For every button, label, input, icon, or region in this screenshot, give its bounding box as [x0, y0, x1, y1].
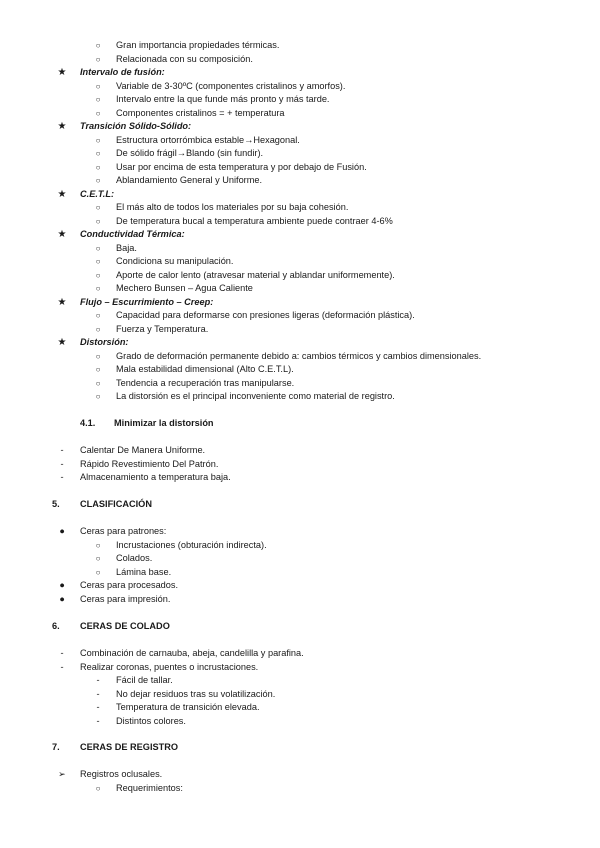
circle-bullet-icon: ○: [95, 163, 101, 172]
list-item-text: Gran importancia propiedades térmicas.: [116, 40, 280, 50]
star-bullet-icon: ★: [57, 189, 67, 200]
property-heading: Flujo – Escurrimiento – Creep:: [80, 297, 214, 307]
circle-bullet-icon: ○: [95, 379, 101, 388]
circle-bullet-icon: ○: [95, 41, 101, 50]
section-heading: CLASIFICACIÓN: [80, 499, 152, 509]
circle-bullet-icon: ○: [95, 203, 101, 212]
list-item-text: Incrustaciones (obturación indirecta).: [116, 540, 267, 550]
list-item-text: De temperatura bucal a temperatura ambiente puede contraer 4-6%: [116, 216, 393, 226]
dash-bullet-icon: -: [96, 675, 100, 685]
circle-bullet-icon: ○: [95, 257, 101, 266]
circle-bullet-icon: ○: [95, 392, 101, 401]
list-item-text: Grado de deformación permanente debido a: cambios térmicos y cambios dimensionales.: [116, 351, 482, 361]
circle-bullet-icon: ○: [95, 82, 101, 91]
arrow-bullet-icon: ➢: [58, 769, 66, 779]
circle-bullet-icon: ○: [95, 284, 101, 293]
list-item-text: Fuerza y Temperatura.: [116, 324, 209, 334]
circle-bullet-icon: ○: [95, 325, 101, 334]
circle-bullet-icon: ○: [95, 217, 101, 226]
property-heading: Intervalo de fusión:: [80, 67, 165, 77]
list-item-text: Combinación de carnauba, abeja, candelilla y parafina.: [80, 648, 304, 658]
circle-bullet-icon: ○: [95, 244, 101, 253]
list-item-text: Ceras para procesados.: [80, 580, 179, 590]
circle-bullet-icon: ○: [95, 554, 101, 563]
section-number: 4.1.: [80, 418, 96, 428]
dash-bullet-icon: -: [96, 689, 100, 699]
circle-bullet-icon: ○: [95, 176, 101, 185]
circle-bullet-icon: ○: [95, 311, 101, 320]
circle-bullet-icon: ○: [95, 271, 101, 280]
circle-bullet-icon: ○: [95, 109, 101, 118]
section-number: 7.: [52, 742, 60, 752]
list-item-text: Ceras para patrones:: [80, 526, 167, 536]
list-item-text: Distintos colores.: [116, 716, 186, 726]
list-item-text: Tendencia a recuperación tras manipularse.: [116, 378, 295, 388]
list-item-text: Calentar De Manera Uniforme.: [80, 445, 206, 455]
dash-bullet-icon: -: [60, 459, 64, 469]
circle-bullet-icon: ○: [95, 55, 101, 64]
section-number: 6.: [52, 621, 60, 631]
dash-bullet-icon: -: [60, 648, 64, 658]
property-heading: Conductividad Térmica:: [80, 229, 185, 239]
list-item-text: Baja.: [116, 243, 137, 253]
dot-bullet-icon: ●: [59, 594, 65, 604]
circle-bullet-icon: ○: [95, 365, 101, 374]
list-item-text: Colados.: [116, 553, 153, 563]
list-item-text: Lámina base.: [116, 567, 172, 577]
list-item-text: De sólido frágil→Blando (sin fundir).: [116, 148, 264, 158]
star-bullet-icon: ★: [57, 67, 67, 78]
circle-bullet-icon: ○: [95, 568, 101, 577]
list-item-text: Componentes cristalinos = + temperatura: [116, 108, 285, 118]
list-item-text: Intervalo entre la que funde más pronto y más tarde.: [116, 94, 330, 104]
list-item-text: Temperatura de transición elevada.: [116, 702, 260, 712]
list-item-text: No dejar residuos tras su volatilización.: [116, 689, 276, 699]
dot-bullet-icon: ●: [59, 580, 65, 590]
circle-bullet-icon: ○: [95, 352, 101, 361]
dash-bullet-icon: -: [60, 445, 64, 455]
list-item-text: Fácil de tallar.: [116, 675, 173, 685]
list-item-text: Ablandamiento General y Uniforme.: [116, 175, 263, 185]
dash-bullet-icon: -: [96, 716, 100, 726]
circle-bullet-icon: ○: [95, 541, 101, 550]
list-item-text: Aporte de calor lento (atravesar material y ablandar uniformemente).: [116, 270, 395, 280]
list-item-text: El más alto de todos los materiales por su baja cohesión.: [116, 202, 349, 212]
list-item-text: Estructura ortorrómbica estable→Hexagonal.: [116, 135, 300, 145]
list-item-text: Mala estabilidad dimensional (Alto C.E.T.L).: [116, 364, 294, 374]
list-item-text: Capacidad para deformarse con presiones ligeras (deformación plástica).: [116, 310, 415, 320]
list-item-text: Almacenamiento a temperatura baja.: [80, 472, 231, 482]
circle-bullet-icon: ○: [95, 95, 101, 104]
list-item-text: Mechero Bunsen – Agua Caliente: [116, 283, 253, 293]
list-item-text: Requerimientos:: [116, 783, 183, 793]
list-item-text: Registros oclusales.: [80, 769, 163, 779]
dot-bullet-icon: ●: [59, 526, 65, 536]
dash-bullet-icon: -: [60, 472, 64, 482]
list-item-text: Condiciona su manipulación.: [116, 256, 234, 266]
list-item-text: La distorsión es el principal inconveniente como material de registro.: [116, 391, 395, 401]
star-bullet-icon: ★: [57, 229, 67, 240]
property-heading: Distorsión:: [80, 337, 129, 347]
star-bullet-icon: ★: [57, 121, 67, 132]
dash-bullet-icon: -: [60, 662, 64, 672]
circle-bullet-icon: ○: [95, 136, 101, 145]
list-item-text: Realizar coronas, puentes o incrustaciones.: [80, 662, 259, 672]
list-item-text: Usar por encima de esta temperatura y por debajo de Fusión.: [116, 162, 367, 172]
circle-bullet-icon: ○: [95, 784, 101, 793]
section-heading: CERAS DE COLADO: [80, 621, 170, 631]
list-item-text: Variable de 3-30ºC (componentes cristalinos y amorfos).: [116, 81, 346, 91]
section-heading: Minimizar la distorsión: [114, 418, 214, 428]
list-item-text: Rápido Revestimiento Del Patrón.: [80, 459, 219, 469]
section-number: 5.: [52, 499, 60, 509]
property-heading: Transición Sólido-Sólido:: [80, 121, 192, 131]
circle-bullet-icon: ○: [95, 149, 101, 158]
list-item-text: Relacionada con su composición.: [116, 54, 253, 64]
list-item-text: Ceras para impresión.: [80, 594, 171, 604]
star-bullet-icon: ★: [57, 337, 67, 348]
star-bullet-icon: ★: [57, 297, 67, 308]
property-heading: C.E.T.L:: [80, 189, 115, 199]
section-heading: CERAS DE REGISTRO: [80, 742, 179, 752]
dash-bullet-icon: -: [96, 702, 100, 712]
